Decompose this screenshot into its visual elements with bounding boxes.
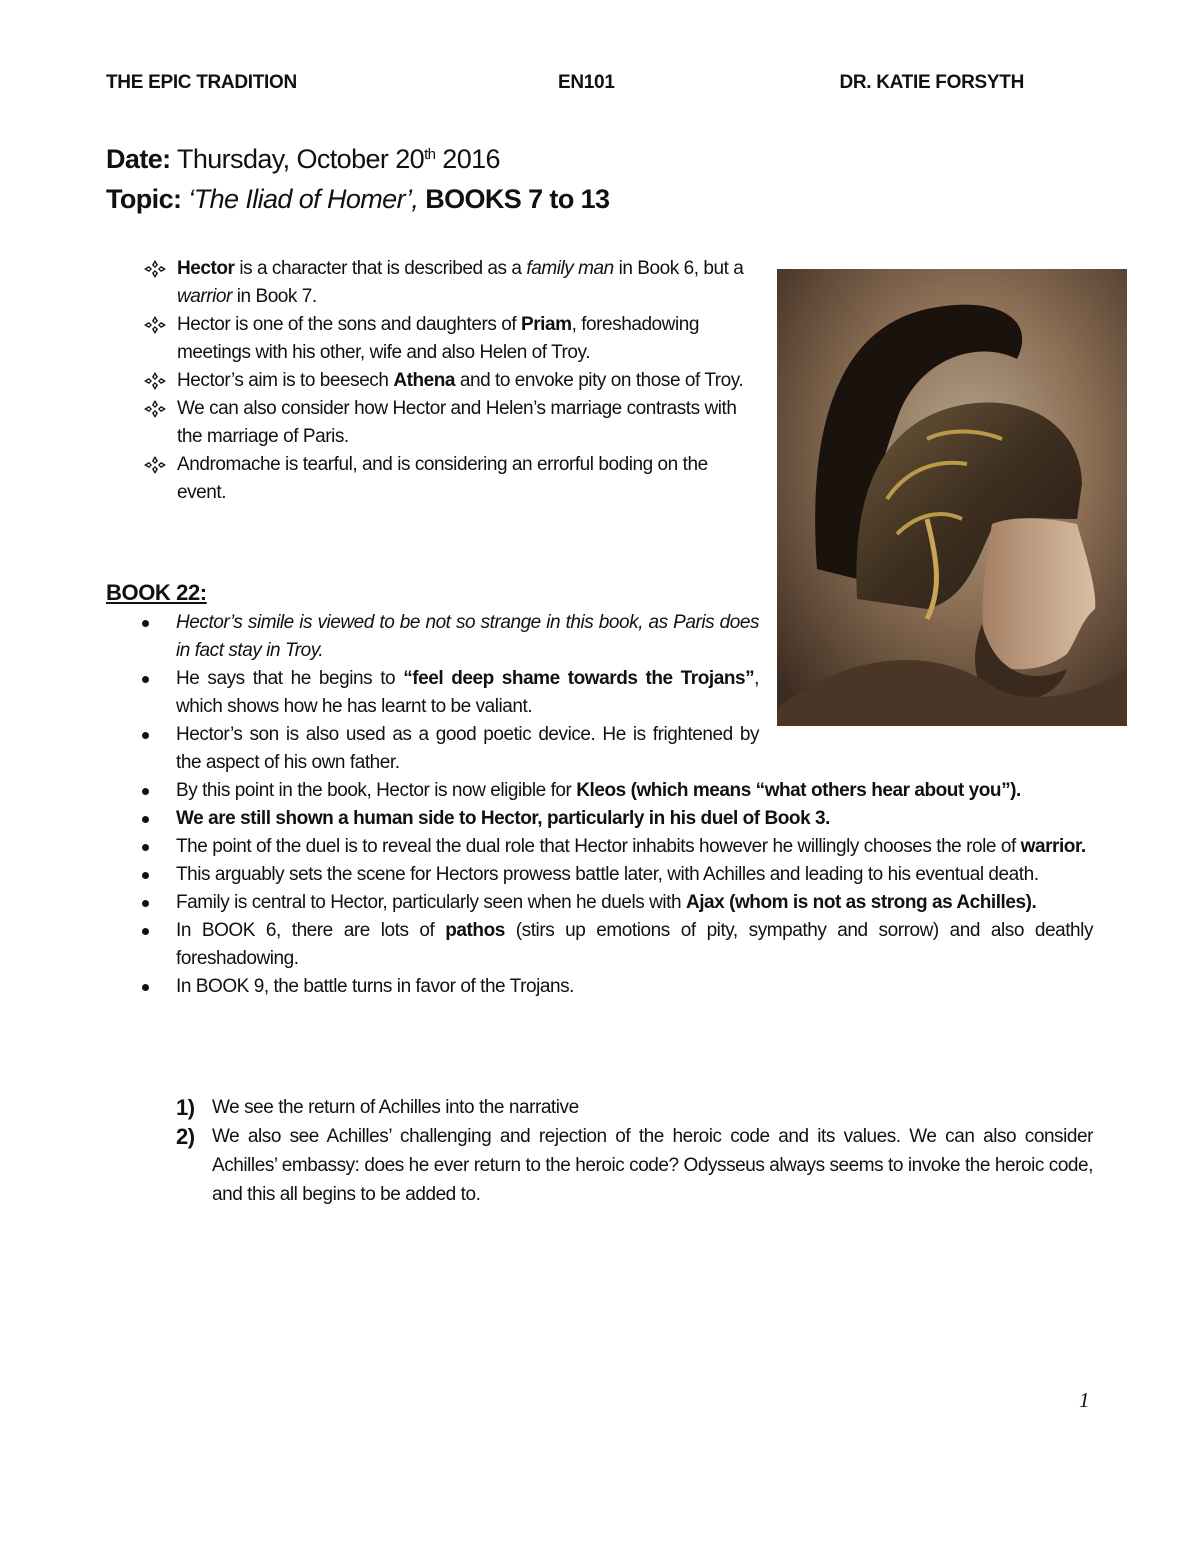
header-course-title: THE EPIC TRADITION bbox=[106, 72, 297, 93]
diamond-bullet-icon bbox=[142, 367, 168, 395]
bullet-dot-icon bbox=[142, 928, 149, 935]
bullet-list-item bbox=[142, 973, 1093, 1001]
list-number: 2) bbox=[176, 1124, 195, 1149]
book-22-heading: BOOK 22: bbox=[106, 580, 207, 605]
diamond-list-item bbox=[142, 367, 754, 395]
bullet-list-item-text: The point of the duel is to reveal the dual role that Hector inhabits however he willingly chooses the role of warrior. bbox=[176, 836, 1086, 857]
date-ordinal: th bbox=[424, 146, 436, 163]
diamond-list-item-text: Hector is a character that is described as a family man in Book 6, but a warrior in Book 7. bbox=[177, 258, 744, 307]
date-label: Date: bbox=[106, 144, 171, 174]
bullet-dot-icon bbox=[142, 816, 149, 823]
bullet-dot-icon bbox=[142, 844, 149, 851]
date-year: 2016 bbox=[435, 144, 500, 174]
bullet-dot-icon bbox=[142, 872, 149, 879]
bullet-dot-icon bbox=[142, 788, 149, 795]
date-value: Thursday, October 20 bbox=[170, 144, 425, 174]
bullet-list-item bbox=[142, 777, 1093, 805]
book-22-bullets-wide bbox=[142, 777, 1093, 1001]
diamond-list-item bbox=[142, 451, 754, 507]
diamond-list-item-text: Hector’s aim is to beesech Athena and to envoke pity on those of Troy. bbox=[177, 370, 744, 391]
header-course-code: EN101 bbox=[558, 72, 615, 93]
topic-label: Topic: bbox=[106, 184, 182, 214]
bullet-list-item-text: In BOOK 6, there are lots of pathos (stirs up emotions of pity, sympathy and sorrow) and also deathly foreshadowing. bbox=[176, 920, 1093, 969]
bullet-list-item bbox=[142, 889, 1093, 917]
diamond-bullet-icon bbox=[142, 395, 168, 423]
diamond-bullet-icon bbox=[142, 451, 168, 479]
bullet-dot-icon bbox=[142, 900, 149, 907]
bullet-list-item bbox=[142, 609, 759, 665]
diamond-list-item-text: Andromache is tearful, and is considering an errorful boding on the event. bbox=[177, 454, 708, 503]
bullet-list-item-text: In BOOK 9, the battle turns in favor of the Trojans. bbox=[176, 976, 574, 997]
bullet-dot-icon bbox=[142, 732, 149, 739]
diamond-list-item bbox=[142, 311, 754, 367]
bullet-list-item-text: Family is central to Hector, particularly seen when he duels with Ajax (whom is not as strong as Achilles). bbox=[176, 892, 1037, 913]
topic-books: BOOKS 7 to 13 bbox=[418, 184, 610, 214]
bullet-list-item-text: He says that he begins to “feel deep shame towards the Trojans”, which shows how he has learnt to be valiant. bbox=[176, 668, 760, 717]
bullet-list-item-text: Hector’s simile is viewed to be not so strange in this book, as Paris does in fact stay in Troy. bbox=[176, 612, 759, 661]
bullet-list-item-text: Hector’s son is also used as a good poetic device. He is frightened by the aspect of his own father. bbox=[176, 724, 759, 773]
diamond-bullet-list bbox=[142, 255, 754, 507]
page-number: 1 bbox=[1079, 1388, 1090, 1412]
book-22-bullets-narrow bbox=[142, 609, 759, 777]
date-line bbox=[106, 141, 500, 177]
diamond-bullet-icon bbox=[142, 311, 168, 339]
bullet-list-item-text: We are still shown a human side to Hector, particularly in his duel of Book 3. bbox=[176, 808, 830, 829]
bullet-list-item bbox=[142, 861, 1093, 889]
header-instructor: DR. KATIE FORSYTH bbox=[839, 72, 1024, 93]
numbered-list-item-text: We see the return of Achilles into the narrative bbox=[212, 1097, 579, 1118]
numbered-sublist bbox=[176, 1093, 1093, 1209]
diamond-list-item bbox=[142, 395, 754, 451]
page-header bbox=[106, 72, 1024, 98]
bullet-dot-icon bbox=[142, 984, 149, 991]
hector-portrait-image bbox=[777, 269, 1127, 726]
bullet-dot-icon bbox=[142, 676, 149, 683]
numbered-list-item-text: We also see Achilles’ challenging and rejection of the heroic code and its values. We can also consider Achilles’ embassy: does he ever return to the heroic code? Odysseus always seems to invoke the heroic code, and this all begins to be added to. bbox=[212, 1126, 1093, 1205]
diamond-list-item bbox=[142, 255, 754, 311]
diamond-bullet-icon bbox=[142, 255, 168, 283]
bullet-list-item bbox=[142, 833, 1093, 861]
bullet-list-item bbox=[142, 917, 1093, 973]
bullet-list-item-text: By this point in the book, Hector is now eligible for Kleos (which means “what others hear about you”). bbox=[176, 780, 1021, 801]
diamond-list-item-text: We can also consider how Hector and Helen’s marriage contrasts with the marriage of Paris. bbox=[177, 398, 737, 447]
bullet-list-item bbox=[142, 721, 759, 777]
diamond-list-item-text: Hector is one of the sons and daughters of Priam, foreshadowing meetings with his other, wife and also Helen of Troy. bbox=[177, 314, 699, 363]
numbered-list-item bbox=[176, 1122, 1093, 1209]
bullet-dot-icon bbox=[142, 620, 149, 627]
list-number: 1) bbox=[176, 1095, 195, 1120]
bullet-list-item-text: This arguably sets the scene for Hectors prowess battle later, with Achilles and leading to his eventual death. bbox=[176, 864, 1039, 885]
numbered-list-item bbox=[176, 1093, 1093, 1122]
bullet-list-item bbox=[142, 805, 1093, 833]
topic-line bbox=[106, 181, 609, 217]
topic-title: ‘The Iliad of Homer’, bbox=[181, 184, 419, 214]
bullet-list-item bbox=[142, 665, 759, 721]
